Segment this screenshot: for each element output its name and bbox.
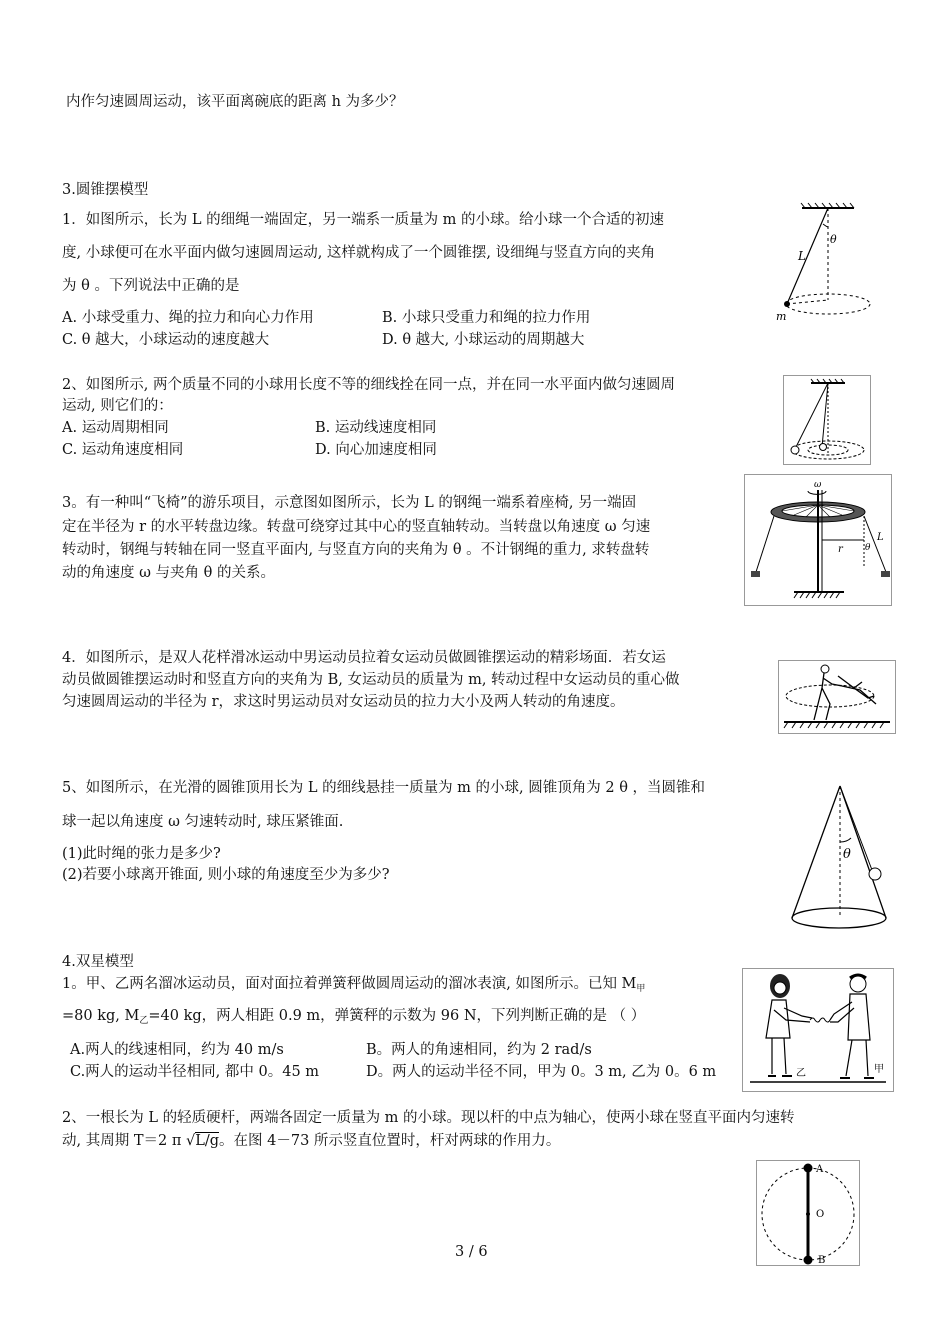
rotating-rod-figure xyxy=(756,1160,860,1266)
flying-chair-figure xyxy=(744,474,892,606)
s4-q1-line1 xyxy=(62,974,645,999)
s4-q1-line2-text-a: =80 kg, M xyxy=(62,1008,140,1024)
s4-q1-subscript-yi: 乙 xyxy=(139,1016,149,1026)
s3-q1-option-c: C. θ 越大，小球运动的速度越大 xyxy=(62,332,270,348)
s4-q1-option-b: B。两人的角速相同，约为 2 rad/s xyxy=(366,1042,592,1058)
fig1-label-L: L xyxy=(798,249,806,263)
s3-q1-option-d: D. θ 越大, 小球运动的周期越大 xyxy=(382,332,585,348)
s4-q2-sqrt-content: L/g xyxy=(195,1133,220,1149)
s3-q4-line3: 匀速圆周运动的半径为 r，求这时男运动员对女运动员的拉力大小及两人转动的角速度。 xyxy=(62,694,625,710)
s4-q2-line1: 2、一根长为 L 的轻质硬杆，两端各固定一质量为 m 的小球。现以杆的中点为轴心，使两小球在竖直平面内匀速转 xyxy=(62,1110,795,1126)
s3-q3-line1: 3。有一种叫“飞椅”的游乐项目，示意图如图所示，长为 L 的钢绳一端系着座椅, 另一端固 xyxy=(62,495,637,511)
s3-q2-option-d: D. 向心加速度相同 xyxy=(315,442,437,458)
section-3-heading: 3.圆锥摆模型 xyxy=(62,182,149,198)
s3-q2-line2: 运动, 则它们的： xyxy=(62,398,173,414)
figure-skating-figure xyxy=(778,660,896,734)
section-4-heading: 4.双星模型 xyxy=(62,954,134,970)
s3-q2-option-c: C. 运动角速度相同 xyxy=(62,442,184,458)
fig3-label-L: L xyxy=(877,532,884,543)
fig3-label-theta: θ xyxy=(865,543,871,553)
fig5-label-theta: θ xyxy=(843,847,851,862)
s3-q1-line2: 度, 小球便可在水平面内做匀速圆周运动, 这样就构成了一个圆锥摆, 设细绳与竖直方向的夹角 xyxy=(62,245,656,261)
s4-q1-line2 xyxy=(62,1006,645,1031)
s3-q3-line2: 定在半径为 r 的水平转盘边缘。转盘可绕穿过其中心的竖直轴转动。当转盘以角速度 ω 匀速 xyxy=(62,519,651,535)
s4-q1-option-c: C.两人的运动半径相同, 都中 0。45 m xyxy=(70,1064,320,1080)
intro-text: 内作匀速圆周运动，该平面离碗底的距离 h 为多少？ xyxy=(66,94,404,110)
fig1-label-theta: θ xyxy=(830,233,837,246)
s3-q1-line3: 为 θ 。下列说法中正确的是 xyxy=(62,278,240,294)
fig3-label-r: r xyxy=(838,544,843,555)
fig-label-jia: 甲 xyxy=(874,1064,884,1075)
two-pendulums-figure xyxy=(783,375,871,465)
fig1-label-m: m xyxy=(776,310,787,323)
s3-q5-line2: 球一起以角速度 ω 匀速转动时, 球压紧锥面. xyxy=(62,814,344,830)
fig-label-A: A xyxy=(816,1164,824,1175)
s4-q1-line1-text: 1。甲、乙两名溜冰运动员，面对面拉着弹簧秤做圆周运动的溜冰表演, 如图所示。已知 M xyxy=(62,976,637,992)
double-skaters-figure xyxy=(742,968,894,1092)
fig3-label-omega: ω xyxy=(814,480,822,490)
s3-q2-line1: 2、如图所示, 两个质量不同的小球用长度不等的细线拴在同一点，并在同一水平面内做匀速圆周 xyxy=(62,377,675,393)
s3-q5-sub2: (2)若要小球离开锥面, 则小球的角速度至少为多少? xyxy=(62,867,390,883)
s4-q1-option-d: D。两人的运动半径不同，甲为 0。3 m, 乙为 0。6 m xyxy=(366,1064,717,1080)
s3-q4-line1: 4．如图所示，是双人花样滑冰运动中男运动员拉着女运动员做圆锥摆运动的精彩场面．若女运 xyxy=(62,650,666,666)
s4-q1-line2-text-b: =40 kg，两人相距 0.9 m，弹簧秤的示数为 96 N，下列判断正确的是 （ ） xyxy=(148,1008,646,1024)
s4-q1-subscript-jia: 甲 xyxy=(636,984,646,994)
s3-q2-option-a: A. 运动周期相同 xyxy=(62,420,169,436)
cone-pendulum-figure xyxy=(786,782,890,932)
fig-label-B: B xyxy=(818,1255,826,1266)
s3-q1-line1: 1．如图所示，长为 L 的细绳一端固定，另一端系一质量为 m 的小球。给小球一个合适的初速 xyxy=(62,212,665,228)
fig-label-O: O xyxy=(816,1209,825,1220)
s3-q2-option-b: B. 运动线速度相同 xyxy=(315,420,437,436)
s3-q1-option-a: A. 小球受重力、绳的拉力和向心力作用 xyxy=(62,310,314,326)
fig-label-yi: 乙 xyxy=(796,1068,806,1079)
s4-q2-line2-text-b: 。在图 4－73 所示竖直位置时，杆对两球的作用力。 xyxy=(219,1133,561,1149)
s4-q2-line2 xyxy=(62,1131,560,1151)
s3-q4-line2: 动员做圆锥摆运动时和竖直方向的夹角为 B, 女运动员的质量为 m, 转动过程中女运动员的重心做 xyxy=(62,672,680,688)
conical-pendulum-figure xyxy=(772,200,872,325)
s3-q5-line1: 5、如图所示，在光滑的圆锥顶用长为 L 的细线悬挂一质量为 m 的小球, 圆锥顶角为 2 θ ，当圆锥和 xyxy=(62,780,706,796)
sqrt-icon: √ xyxy=(185,1133,196,1149)
s3-q5-sub1: (1)此时绳的张力是多少? xyxy=(62,846,221,862)
s3-q3-line4: 动的角速度 ω 与夹角 θ 的关系。 xyxy=(62,565,275,581)
s3-q1-option-b: B. 小球只受重力和绳的拉力作用 xyxy=(382,310,591,326)
s4-q1-option-a: A.两人的线速相同，约为 40 m/s xyxy=(70,1042,284,1058)
page-number: 3 / 6 xyxy=(455,1244,488,1260)
s3-q3-line3: 转动时，钢绳与转轴在同一竖直平面内, 与竖直方向的夹角为 θ 。不计钢绳的重力, 求转盘转 xyxy=(62,542,650,558)
s4-q2-line2-text-a: 动, 其周期 T＝2 π xyxy=(62,1133,186,1149)
